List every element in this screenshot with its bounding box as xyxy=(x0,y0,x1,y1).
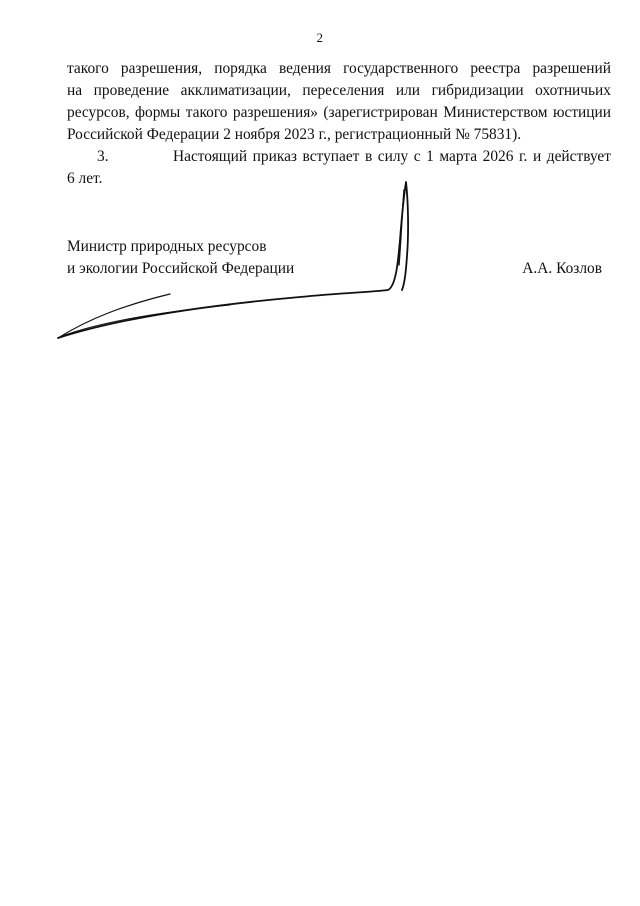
text-line xyxy=(67,146,611,168)
paragraph-item-3 xyxy=(67,146,611,190)
text-line: на проведение акклиматизации, переселения или гибридизации охотничьих xyxy=(67,82,611,99)
paragraph-continued xyxy=(67,58,611,146)
paragraph-number: 3. xyxy=(97,148,109,165)
signatory-position xyxy=(67,236,294,280)
text-line: ресурсов, формы такого разрешения» (зарегистрирован Министерством юстиции xyxy=(67,104,611,121)
position-line: Министр природных ресурсов xyxy=(67,238,267,255)
page-number: 2 xyxy=(316,30,324,45)
text-line: Российской Федерации 2 ноября 2023 г., регистрационный № 75831). xyxy=(67,126,522,143)
document-body xyxy=(67,58,611,190)
position-line: и экологии Российской Федерации xyxy=(67,260,295,277)
signatory-name: А.А. Козлов xyxy=(522,260,602,277)
text-line: 6 лет. xyxy=(67,170,103,187)
text-line: такого разрешения, порядка ведения государственного реестра разрешений xyxy=(67,60,611,77)
text-line-content: Настоящий приказ вступает в силу с 1 марта 2026 г. и действует xyxy=(173,148,611,165)
